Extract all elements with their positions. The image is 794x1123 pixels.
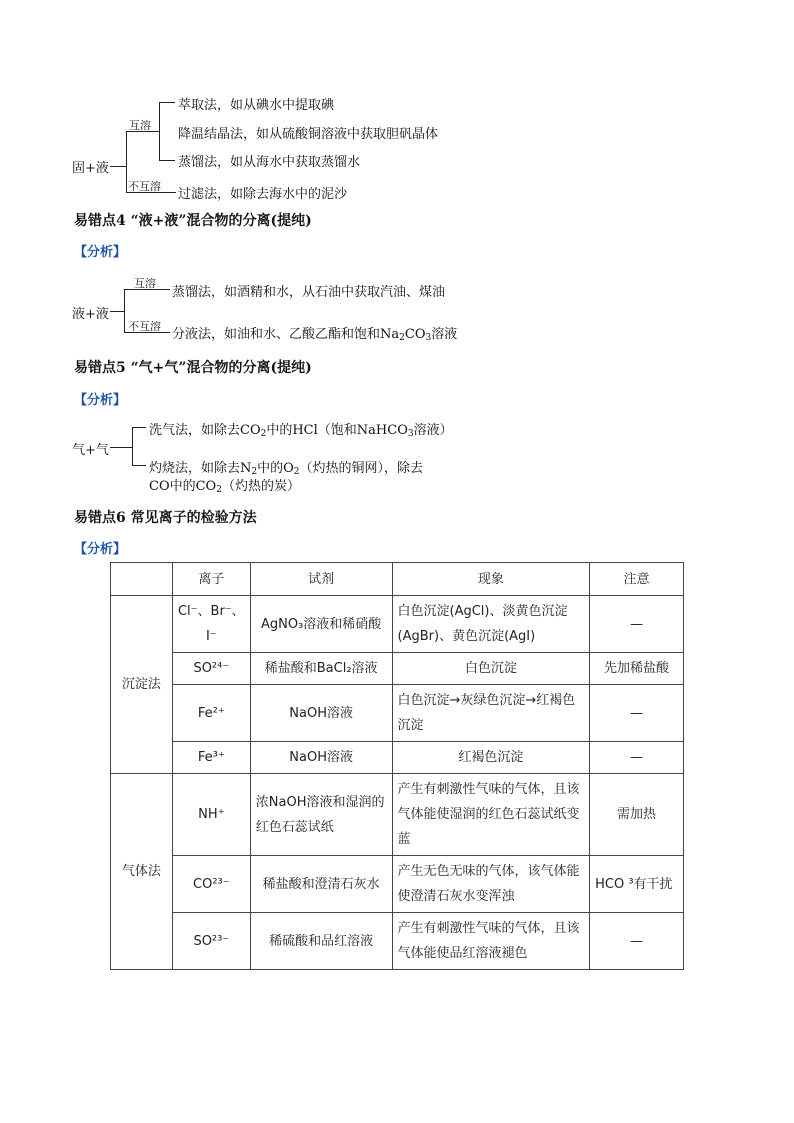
analysis-label: 【分析】 [74, 542, 127, 557]
connector-line [132, 427, 146, 428]
table-row [111, 774, 684, 856]
analysis-label: 【分析】 [74, 245, 127, 260]
method-item: 灼烧法，如除去$N_2$中的$O_2$（灼热的铜网），除去 [149, 461, 424, 477]
note-cell: — [590, 742, 684, 774]
table-header-cell [111, 563, 173, 596]
ion-cell: SO²³⁻ [172, 913, 250, 970]
table-row [111, 856, 684, 913]
section-heading-4: 易错点4 “液+液”混合物的分离(提纯) [74, 213, 312, 229]
branch-label-immiscible: 不互溶 [128, 180, 161, 193]
analysis-label: 【分析】 [74, 393, 127, 408]
diagram-root-gas-gas: 气+气 [72, 443, 109, 458]
method-group-gas: 气体法 [111, 774, 173, 970]
method-item: 过滤法，如除去海水中的泥沙 [178, 187, 348, 202]
connector-line [159, 160, 175, 161]
reagent-cell: 稀硫酸和品红溶液 [250, 913, 392, 970]
table-row [111, 913, 684, 970]
ion-cell: Fe³⁺ [172, 742, 250, 774]
method-item: 降温结晶法，如从硫酸铜溶液中获取胆矾晶体 [178, 127, 439, 142]
ion-detection-table [110, 562, 684, 970]
connector-line [110, 447, 132, 448]
phenomenon-cell: 白色沉淀 [392, 653, 590, 685]
ion-cell: Cl⁻、Br⁻、I⁻ [172, 596, 250, 653]
method-item: 萃取法，如从碘水中提取碘 [178, 98, 335, 113]
connector-line [110, 311, 124, 312]
note-cell: — [590, 913, 684, 970]
table-header-cell: 注意 [590, 563, 684, 596]
ion-cell: NH⁺ [172, 774, 250, 856]
branch-label-mutual: 互溶 [134, 277, 156, 290]
phenomenon-cell: 产生有刺激性气味的气体，且该气体能使湿润的红色石蕊试纸变蓝 [392, 774, 590, 856]
table-row [111, 685, 684, 742]
phenomenon-cell: 白色沉淀(AgCl)、淡黄色沉淀(AgBr)、黄色沉淀(AgI) [392, 596, 590, 653]
table-header-cell: 试剂 [250, 563, 392, 596]
phenomenon-cell: 白色沉淀→灰绿色沉淀→红褐色沉淀 [392, 685, 590, 742]
method-item: 分液法，如油和水、乙酸乙酯和饱和$Na_2CO_3$溶液 [172, 327, 458, 343]
branch-label-mutual: 互溶 [129, 119, 151, 132]
ion-cell: SO²⁴⁻ [172, 653, 250, 685]
connector-line [132, 427, 133, 465]
method-group-precipitation: 沉淀法 [111, 596, 173, 774]
section-heading-5: 易错点5 “气+气”混合物的分离(提纯) [74, 360, 312, 376]
note-cell: HCO ³有干扰 [590, 856, 684, 913]
connector-line [126, 131, 127, 192]
diagram-root-liquid-liquid: 液+液 [72, 307, 109, 322]
method-item: 蒸馏法，如从海水中获取蒸馏水 [178, 155, 361, 170]
table-row [111, 653, 684, 685]
connector-line [110, 166, 126, 167]
reagent-cell: AgNO₃溶液和稀硝酸 [250, 596, 392, 653]
phenomenon-cell: 产生无色无味的气体，该气体能使澄清石灰水变浑浊 [392, 856, 590, 913]
note-cell: 需加热 [590, 774, 684, 856]
note-cell: 先加稀盐酸 [590, 653, 684, 685]
connector-line [132, 465, 146, 466]
connector-line [159, 102, 175, 103]
connector-line [159, 102, 160, 160]
branch-label-immiscible: 不互溶 [128, 320, 161, 333]
table-header-cell: 离子 [172, 563, 250, 596]
section-heading-6: 易错点6 常见离子的检验方法 [74, 510, 257, 526]
connector-line [124, 289, 125, 332]
reagent-cell: 浓NaOH溶液和湿润的红色石蕊试纸 [250, 774, 392, 856]
table-row [111, 596, 684, 653]
note-cell: — [590, 596, 684, 653]
table-header-cell: 现象 [392, 563, 590, 596]
ion-cell: CO²³⁻ [172, 856, 250, 913]
table-row [111, 742, 684, 774]
ion-cell: Fe²⁺ [172, 685, 250, 742]
reagent-cell: NaOH溶液 [250, 685, 392, 742]
phenomenon-cell: 产生有刺激性气味的气体，且该气体能使品红溶液褪色 [392, 913, 590, 970]
phenomenon-cell: 红褐色沉淀 [392, 742, 590, 774]
method-item: 洗气法，如除去$CO_2$中的HCl（饱和NaHCO$_3$溶液） [149, 423, 453, 439]
method-item-continued: CO中的$CO_2$（灼热的炭） [149, 479, 300, 495]
table-header-row [111, 563, 684, 596]
reagent-cell: 稀盐酸和BaCl₂溶液 [250, 653, 392, 685]
note-cell: — [590, 685, 684, 742]
method-item: 蒸馏法，如酒精和水，从石油中获取汽油、煤油 [172, 285, 446, 300]
reagent-cell: NaOH溶液 [250, 742, 392, 774]
diagram-root-solid-liquid: 固+液 [72, 161, 109, 176]
reagent-cell: 稀盐酸和澄清石灰水 [250, 856, 392, 913]
